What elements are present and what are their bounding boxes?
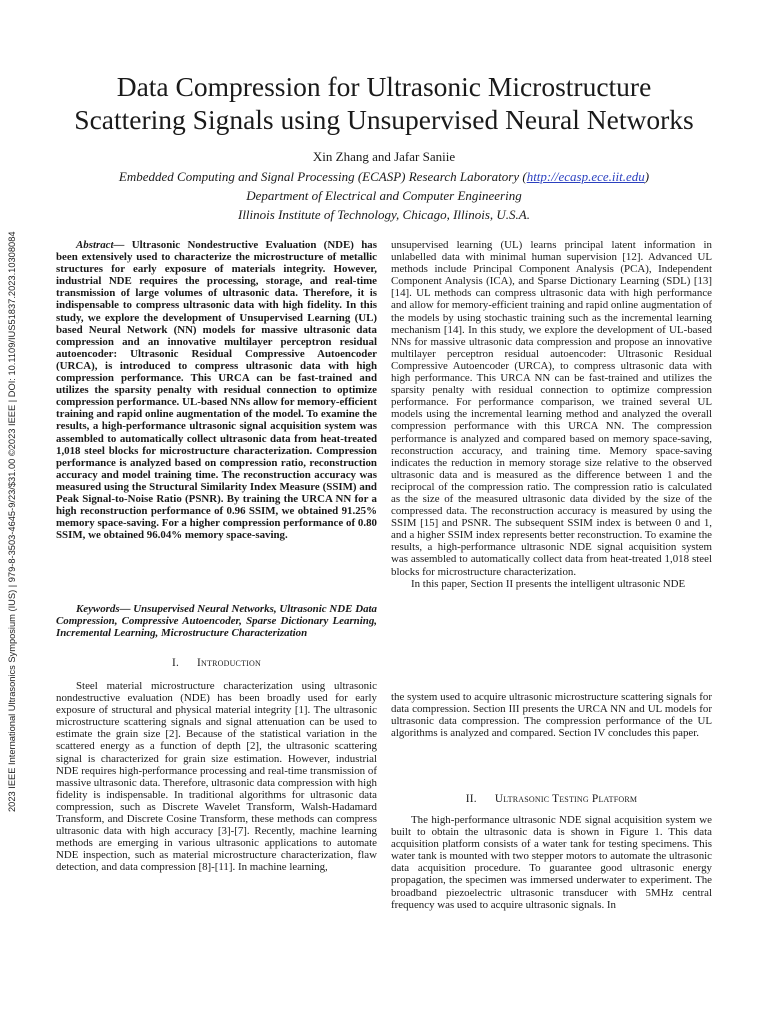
lab-url-link[interactable]: http://ecasp.ece.iit.edu bbox=[526, 169, 645, 184]
affiliation-lab bbox=[0, 169, 768, 185]
abstract-paragraph bbox=[56, 239, 377, 541]
authors: Xin Zhang and Jafar Saniie bbox=[312, 149, 456, 164]
keywords bbox=[56, 603, 377, 639]
intro-continued-paragraph: unsupervised learning (UL) learns principal latent information in unlabelled data with minimal human supervision [12]. Advanced UL methods include Principal Component Analysis (PCA), Independent Component Analysis (ICA), and Sparse Dictionary Learning (SDL) [13][14]. UL methods can compress ultrasonic data with high performance and allow for memory-efficient training and rapid online augmentation of the models by using stochastic training such as the incremental learning mechanism [14]. In this study, we explore the development of UL-based NNs for massive ultrasonic data compression and propose an innovative multilayer perceptron residual autoencoder: Ultrasonic Residual Compressive Autoencoder (URCA), to compress ultrasonic data with high performance. This URCA NN can be fast-trained and utilizes the sparsity penalty with residual connection to optimize compression performance. For performance comparison, we trained several UL models using the incremental learning method and analyzed the overall compression performance with this URCA NN. The compression performance is analyzed and compared based on memory space-saving, reconstruction accuracy, and training time. Memory space-saving indicates the reduction in memory storage size relative to the observed ultrasonic data and is measured as the difference between 1 and the reciprocal of the compression ratio. The compression ratio is calculated as the size of the measured ultrasonic data divided by the size of the compressed data. The reconstruction accuracy is measured by using the SSIM [15] and PSNR. The subsequent SSIM index is between 0 and 1, and a higher SSIM index represents better reconstruction. To examine the results, a high-performance ultrasonic NDE signal acquisition system was assembled to automatically collect data from heat-treated 1,018 steel blocks for microstructure characterization. bbox=[391, 239, 712, 578]
right-column-middle bbox=[391, 691, 712, 739]
abstract-label: Abstract— bbox=[76, 239, 125, 251]
abstract-body: Ultrasonic Nondestructive Evaluation (NDE) has been extensively used to characterize the microstructure of metallic structures for early exposure of materials integrity. However, industrial NDE requires the processing, storage, and real-time transmission of large volumes of ultrasonic data. Therefore, it is indispensable to compress ultrasonic data with high fidelity. In this study, we explore the development of Unsupervised Learning (UL) based Neural Network (NN) models for massive ultrasonic data compression and an innovative multilayer perceptron residual autoencoder: Ultrasonic Residual Compressive Autoencoder (URCA), is introduced to compress ultrasonic data with high compression performance. This URCA can be fast-trained and utilizes the sparsity penalty with residual connection to optimize compression performance. UL-based NNs allow for memory-efficient training and rapid online augmentation of the model. To examine the results, a high-performance ultrasonic signal acquisition system was assembled to automatically collect ultrasonic data from heat-treated 1,018 steel blocks for microstructure characterization. Compression performance is analyzed based on compression ratio, reconstruction accuracy and model training time. The reconstruction accuracy was measured using the Structural Similarity Index Measure (SSIM) and Peak Signal-to-Noise Ratio (PSNR). By training the URCA NN for a high reconstruction performance of 0.96 SSIM, we obtained 91.25% memory space-saving. For a higher compression performance of 0.80 SSIM, we obtained 96.04% memory space-saving. bbox=[56, 239, 377, 542]
right-column-upper bbox=[391, 239, 712, 590]
keywords-text: Keywords— Unsupervised Neural Networks, Ultrasonic NDE Data Compression, Compressive Autoencoder, Sparse Dictionary Learning, Incremental Learning, Microstructure Characterization bbox=[56, 603, 377, 640]
title-line-2: Scattering Signals using Unsupervised Neural Networks bbox=[74, 104, 694, 135]
section-title: Ultrasonic Testing Platform bbox=[494, 793, 638, 805]
affiliation-institute: Illinois Institute of Technology, Chicago, Illinois, U.S.A. bbox=[237, 207, 530, 222]
title-line-1: Data Compression for Ultrasonic Microstructure bbox=[116, 71, 652, 102]
section-number: II. bbox=[465, 793, 477, 805]
abstract bbox=[56, 239, 377, 541]
paper-outline-continued: the system used to acquire ultrasonic microstructure scattering signals for data compression. Section III presents the URCA NN and UL models for ultrasonic data compression. The compression performance of the UL algorithms is analyzed and compared. Section IV concludes this paper. bbox=[391, 691, 712, 740]
section-title: Introduction bbox=[197, 657, 261, 669]
affiliation-department: Department of Electrical and Computer Engineering bbox=[246, 188, 522, 203]
section-heading-testing-platform bbox=[391, 792, 712, 806]
paper-outline-paragraph: In this paper, Section II presents the intelligent ultrasonic NDE bbox=[411, 577, 686, 590]
testing-platform-body bbox=[391, 814, 712, 911]
section-heading-introduction bbox=[56, 656, 377, 670]
section-number: I. bbox=[171, 657, 180, 669]
platform-paragraph: The high-performance ultrasonic NDE signal acquisition system we built to obtain the ultrasonic data is shown in Figure 1. This data acquisition platform consists of a water tank for testing specimens. This water tank is mounted with two stepper motors to automate the ultrasonic data acquisition procedure. To guarantee good ultrasonic energy propagation, the specimen was immersed underwater to experiment. The broadband piezoelectric ultrasonic transducer with 5MHz central frequency was used to acquire ultrasonic signals. In bbox=[391, 814, 712, 911]
affiliation-lab-prefix: Embedded Computing and Signal Processing (ECASP) Research Laboratory ( bbox=[118, 169, 527, 184]
intro-paragraph: Steel material microstructure characterization using ultrasonic nondestructive evaluation (NDE) has been broadly used for early exposure of structural and physical material integrity [1]. The ultrasonic microstructure scattering signals and signal attenuation can be used to estimate the grain size [2]. Because of the statistical variation in the scattered energy as a function of depth [2], the ultrasonic scattering signal is characterized for grain size estimation. However, industrial NDE requires high-performance processing and real-time transmission of massive ultrasonic data. Therefore, ultrasonic data compression with high fidelity is indispensable. In traditional algorithms for ultrasonic data compression, such as Discrete Wavelet Transform, Walsh-Hadamard Transform, and Discrete Cosine Transform, these methods can compress ultrasonic data with high accuracy [3]-[7]. Recently, machine learning methods are emerging in various ultrasonic applications to automate NDE inspection, such as material microstructure characterization, flaw detection, and data compression [8]-[11]. In machine learning, bbox=[56, 680, 377, 874]
doi-sidebar: 2023 IEEE International Ultrasonics Symposium (IUS) | 979-8-3503-4645-9/23/$31.00 ©2023 IEEE | DOI: 10.1109/IUS51837.2023.10308084 bbox=[7, 231, 17, 812]
affiliation-lab-suffix: ) bbox=[644, 169, 650, 184]
paper-title bbox=[40, 70, 728, 136]
introduction-body bbox=[56, 680, 377, 874]
